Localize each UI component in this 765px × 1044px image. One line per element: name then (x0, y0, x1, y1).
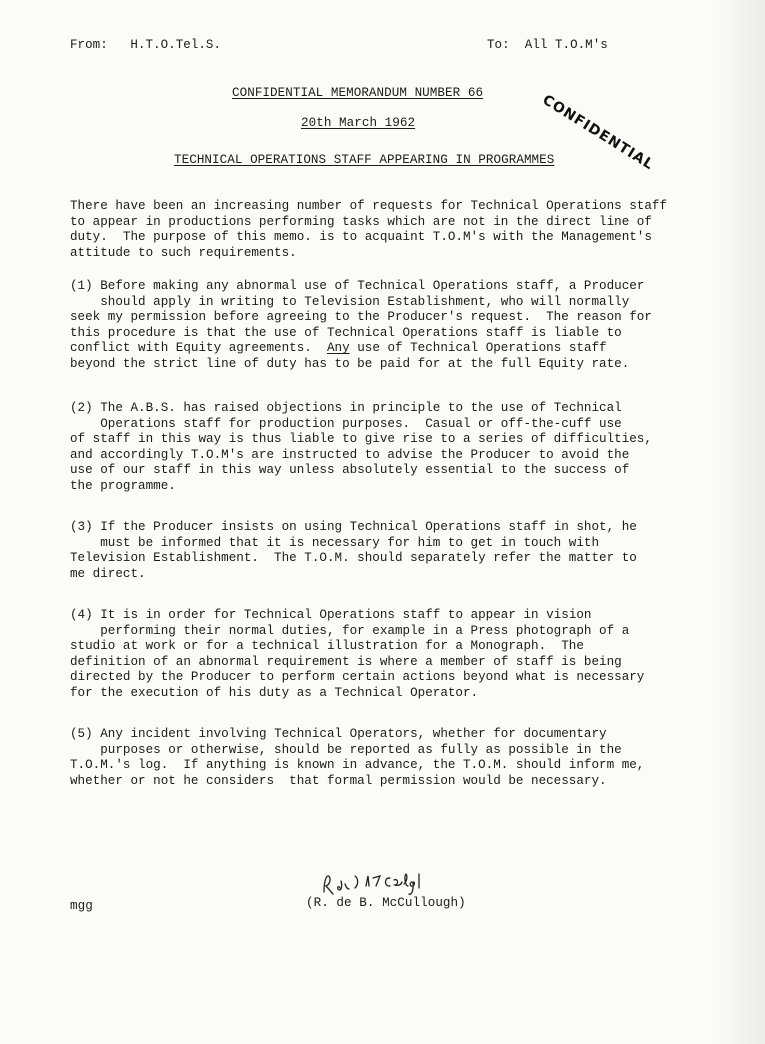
item-line: me direct. (70, 566, 146, 581)
item-line: should apply in writing to Television Establishment, who will normally (70, 294, 630, 309)
item-line: must be informed that it is necessary for him to get in touch with (70, 535, 600, 550)
signatory-name: (R. de B. McCullough) (306, 896, 466, 910)
item-line: the programme. (70, 478, 176, 493)
memo-subject: TECHNICAL OPERATIONS STAFF APPEARING IN PROGRAMMES (174, 153, 555, 167)
item-1 (70, 279, 670, 373)
intro-line: to appear in productions performing tasks which are not in the direct line of (70, 214, 652, 229)
item-number: (4) (70, 608, 93, 622)
item-line: for the execution of his duty as a Technical Operator. (70, 685, 479, 700)
item-line: definition of an abnormal requirement is where a member of staff is being (70, 654, 622, 669)
item-line: beyond the strict line of duty has to be paid for at the full Equity rate. (70, 356, 630, 371)
item-line: Operations staff for production purposes. Casual or off-the-cuff use (70, 416, 622, 431)
item-line-rest: use of Technical Operations staff (349, 341, 607, 356)
item-line: studio at work or for a technical illustration for a Monograph. The (70, 639, 584, 654)
page-shadow-edge (713, 0, 765, 1044)
item-line: conflict with Equity agreements. (70, 341, 327, 356)
item-first-line: It is in order for Technical Operations staff to appear in vision (100, 608, 592, 622)
item-line: seek my permission before agreeing to the Producer's request. The reason for (70, 310, 652, 325)
item-number: (3) (70, 520, 93, 534)
intro-line: attitude to such requirements. (70, 245, 297, 260)
item-first-line: The A.B.S. has raised objections in principle to the use of Technical (100, 401, 622, 415)
item-number: (1) (70, 279, 93, 293)
item-4 (70, 608, 670, 702)
item-2 (70, 401, 670, 495)
to-line: To: All T.O.M's (487, 38, 608, 52)
item-number: (2) (70, 401, 93, 415)
item-number: (5) (70, 727, 93, 741)
intro-paragraph (70, 199, 670, 261)
intro-line: duty. The purpose of this memo. is to acquaint T.O.M's with the Management's (70, 230, 652, 245)
item-line: performing their normal duties, for example in a Press photograph of a (70, 623, 630, 638)
memo-title: CONFIDENTIAL MEMORANDUM NUMBER 66 (232, 86, 484, 100)
item-line: T.O.M.'s log. If anything is known in advance, the T.O.M. should inform me, (70, 758, 645, 773)
intro-line: There have been an increasing number of requests for Technical Operations staff (70, 199, 668, 213)
item-3 (70, 520, 670, 582)
confidential-stamp: CONFIDENTIAL (539, 92, 657, 174)
item-line: whether or not he considers that formal permission would be necessary. (70, 773, 607, 788)
item-line: of staff in this way is thus liable to give rise to a series of difficulties, (70, 432, 652, 447)
item-line: this procedure is that the use of Technical Operations staff is liable to (70, 325, 622, 340)
item-line: purposes or otherwise, should be reported as fully as possible in the (70, 742, 622, 757)
item-first-line: Any incident involving Technical Operators, whether for documentary (100, 727, 607, 741)
memo-date: 20th March 1962 (301, 116, 416, 130)
item-line: and accordingly T.O.M's are instructed to advise the Producer to avoid the (70, 447, 630, 462)
item-5 (70, 727, 670, 789)
item-line: directed by the Producer to perform certain actions beyond what is necessary (70, 670, 645, 685)
emphasis-any: Any (326, 341, 350, 356)
item-first-line: Before making any abnormal use of Technical Operations staff, a Producer (100, 279, 645, 293)
from-line: From: H.T.O.Tel.S. (70, 38, 222, 52)
item-line: Television Establishment. The T.O.M. should separately refer the matter to (70, 551, 637, 566)
item-line: use of our staff in this way unless absolutely essential to the success of (70, 463, 630, 478)
typist-initials: mgg (70, 899, 93, 913)
item-first-line: If the Producer insists on using Technical Operations staff in shot, he (100, 520, 637, 534)
